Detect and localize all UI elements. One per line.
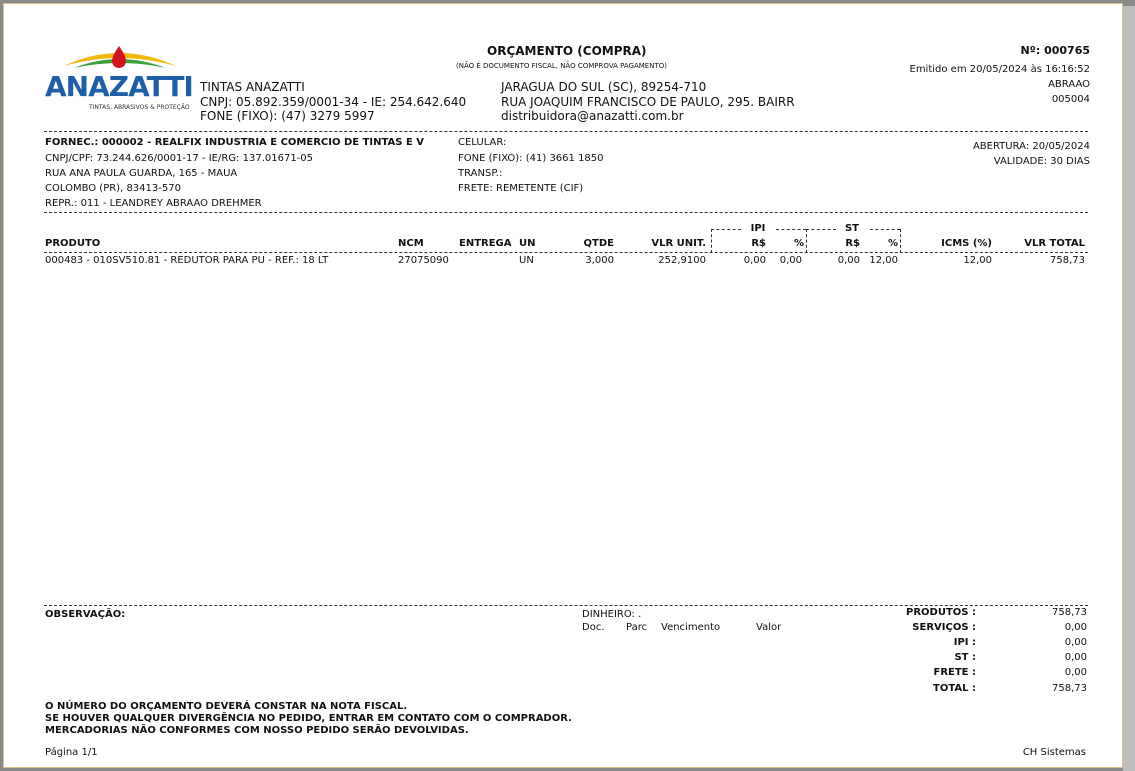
company-email: distribuidora@anazatti.com.br <box>501 109 684 123</box>
vencimento-label: Vencimento <box>661 622 721 633</box>
order-number: Nº: 000765 <box>1020 44 1090 57</box>
col-ipi-rs: R$ <box>751 238 766 249</box>
supplier-carrier: TRANSP.: <box>458 168 503 179</box>
divider <box>44 131 1088 132</box>
item-st-pct: 12,00 <box>869 255 898 266</box>
company-logo <box>44 44 194 116</box>
total-label-ipi: IPI : <box>953 637 976 648</box>
total-value-ipi: 0,00 <box>1064 637 1087 648</box>
col-entrega: ENTREGA <box>459 238 512 249</box>
company-city: JARAGUA DO SUL (SC), 89254-710 <box>501 80 707 94</box>
total-label-servicos: SERVIÇOS : <box>912 622 976 633</box>
issued-at: Emitido em 20/05/2024 às 16:16:52 <box>909 64 1090 75</box>
item-st-rs: 0,00 <box>837 255 860 266</box>
supplier-name: FORNEC.: 000002 - REALFIX INDUSTRIA E COMERCIO DE TINTAS E V <box>45 137 424 148</box>
col-st: ST <box>844 223 860 234</box>
page-indicator: Página 1/1 <box>45 747 98 758</box>
logo-wordmark: ANAZATTI <box>45 70 193 103</box>
company-street: RUA JOAQUIM FRANCISCO DE PAULO, 295. BAIRR <box>501 95 795 109</box>
issuer-code: 005004 <box>1051 94 1090 105</box>
parc-label: Parc <box>626 622 648 633</box>
company-name: TINTAS ANAZATTI <box>200 80 305 94</box>
supplier-street: RUA ANA PAULA GUARDA, 165 - MAUA <box>45 168 238 179</box>
item-produto: 000483 - 010SV510.81 - REDUTOR PARA PU - REF.: 18 LT <box>45 255 329 266</box>
supplier-mobile: CELULAR: <box>458 137 507 148</box>
col-vlr-unit: VLR UNIT. <box>651 238 706 249</box>
item-vlr-total: 758,73 <box>1050 255 1085 266</box>
footer-note: SE HOUVER QUALQUER DIVERGÊNCIA NO PEDIDO, ENTRAR EM CONTATO COM O COMPRADOR. <box>45 713 572 724</box>
document-subtitle: (NÃO É DOCUMENTO FISCAL, NÃO COMPROVA PAGAMENTO) <box>456 62 667 70</box>
supplier-city: COLOMBO (PR), 83413-570 <box>45 183 181 194</box>
item-ncm: 27075090 <box>398 255 449 266</box>
footer-note: O NÚMERO DO ORÇAMENTO DEVERÁ CONSTAR NA NOTA FISCAL. <box>45 701 408 712</box>
total-value-total: 758,73 <box>1052 683 1087 694</box>
system-credit: CH Sistemas <box>1022 747 1086 758</box>
company-cnpj: CNPJ: 05.892.359/0001-34 - IE: 254.642.640 <box>200 95 467 109</box>
total-value-frete: 0,00 <box>1064 667 1087 678</box>
total-value-produtos: 758,73 <box>1052 607 1087 618</box>
item-icms: 12,00 <box>963 255 992 266</box>
total-label-frete: FRETE : <box>933 667 976 678</box>
col-un: UN <box>519 238 536 249</box>
col-st-rs: R$ <box>845 238 860 249</box>
header-divider <box>44 252 1088 253</box>
page-shadow <box>1123 6 1135 771</box>
company-phone: FONE (FIXO): (47) 3279 5997 <box>200 109 375 123</box>
issuer-user: ABRAAO <box>1048 79 1090 90</box>
logo-drop <box>112 46 126 68</box>
logo-tagline: TINTAS, ABRASIVOS & PROTEÇÃO <box>89 104 190 111</box>
total-value-servicos: 0,00 <box>1064 622 1087 633</box>
item-un: UN <box>519 255 534 266</box>
total-label-st: ST : <box>954 652 976 663</box>
bracket-divider <box>806 229 807 253</box>
opening-date: ABERTURA: 20/05/2024 <box>972 141 1090 152</box>
st-bracket-left <box>806 229 836 230</box>
observation-label: OBSERVAÇÃO: <box>45 609 126 620</box>
ipi-bracket-left <box>711 229 741 230</box>
supplier-phone: FONE (FIXO): (41) 3661 1850 <box>458 153 604 164</box>
item-qtde: 3,000 <box>585 255 614 266</box>
cash-label: DINHEIRO: . <box>582 609 642 620</box>
col-vlr-total: VLR TOTAL <box>1024 238 1085 249</box>
total-label-produtos: PRODUTOS : <box>906 607 976 618</box>
document-title: ORÇAMENTO (COMPRA) <box>487 44 647 58</box>
item-ipi-pct: 0,00 <box>779 255 802 266</box>
col-ipi-pct: % <box>793 238 804 249</box>
st-bracket-right <box>870 229 900 230</box>
st-bracket-edge <box>900 229 901 253</box>
col-icms: ICMS (%) <box>941 238 992 249</box>
document-page <box>3 3 1123 768</box>
supplier-cnpj: CNPJ/CPF: 73.244.626/0001-17 - IE/RG: 137.01671-05 <box>45 153 314 164</box>
divider <box>44 605 1088 606</box>
logo-graphic <box>44 44 194 116</box>
total-label-total: TOTAL : <box>933 683 976 694</box>
validity: VALIDADE: 30 DIAS <box>993 156 1090 167</box>
col-produto: PRODUTO <box>45 238 101 249</box>
col-qtde: QTDE <box>583 238 614 249</box>
item-ipi-rs: 0,00 <box>743 255 766 266</box>
col-ipi: IPI <box>750 223 766 234</box>
item-vlr-unit: 252,9100 <box>658 255 706 266</box>
ipi-bracket-right <box>776 229 806 230</box>
footer-note: MERCADORIAS NÃO CONFORMES COM NOSSO PEDIDO SERÃO DEVOLVIDAS. <box>45 725 469 736</box>
valor-label: Valor <box>756 622 782 633</box>
col-ncm: NCM <box>398 238 424 249</box>
col-st-pct: % <box>887 238 898 249</box>
supplier-rep: REPR.: 011 - LEANDREY ABRAAO DREHMER <box>45 198 262 209</box>
supplier-freight: FRETE: REMETENTE (CIF) <box>458 183 584 194</box>
ipi-bracket-edge <box>711 229 712 253</box>
divider <box>44 212 1088 213</box>
total-value-st: 0,00 <box>1064 652 1087 663</box>
doc-label: Doc. <box>582 622 605 633</box>
